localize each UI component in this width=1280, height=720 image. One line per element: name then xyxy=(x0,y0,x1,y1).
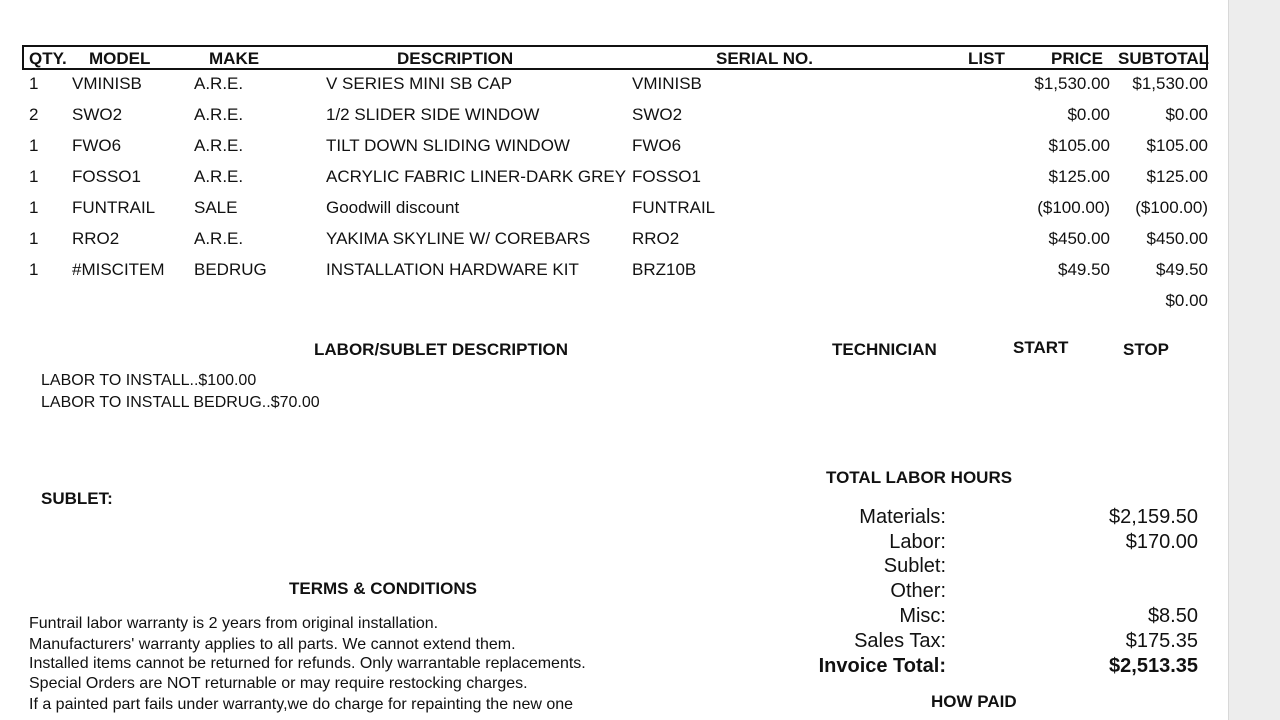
header-price: PRICE xyxy=(1051,49,1103,68)
item-make: BEDRUG xyxy=(194,260,267,279)
item-serial: VMINISB xyxy=(632,74,702,93)
extra-subtotal: $0.00 xyxy=(1165,291,1208,310)
column-header-box xyxy=(22,45,1208,70)
item-make: A.R.E. xyxy=(194,74,244,93)
item-description: INSTALLATION HARDWARE KIT xyxy=(326,260,579,279)
header-subtotal: SUBTOTAL xyxy=(1118,49,1209,68)
header-make: MAKE xyxy=(209,49,260,68)
start-header: START xyxy=(1013,338,1069,357)
terms-header: TERMS & CONDITIONS xyxy=(289,579,477,598)
item-make: SALE xyxy=(194,198,238,217)
sublet-total-label: Sublet: xyxy=(883,555,946,577)
item-subtotal: $125.00 xyxy=(1146,167,1208,186)
terms-line: Special Orders are NOT returnable or may require restocking charges. xyxy=(29,675,528,692)
materials-label: Materials: xyxy=(859,506,946,528)
item-make: A.R.E. xyxy=(194,167,244,186)
item-model: RRO2 xyxy=(72,229,120,248)
item-price: $125.00 xyxy=(1048,167,1110,186)
header-qty: QTY. xyxy=(29,49,67,68)
item-model: FUNTRAIL xyxy=(72,198,156,217)
item-qty: 1 xyxy=(29,136,39,155)
item-model: FOSSO1 xyxy=(72,167,141,186)
item-price: $105.00 xyxy=(1048,136,1110,155)
terms-line: If a painted part fails under warranty,we do charge for repainting the new one xyxy=(29,696,574,713)
terms-line: Manufacturers' warranty applies to all parts. We cannot extend them. xyxy=(29,636,516,653)
header-list: LIST xyxy=(968,49,1005,68)
item-serial: BRZ10B xyxy=(632,260,697,279)
item-make: A.R.E. xyxy=(194,229,244,248)
item-price: $49.50 xyxy=(1058,260,1110,279)
technician-header: TECHNICIAN xyxy=(832,340,937,359)
item-description: V SERIES MINI SB CAP xyxy=(326,74,513,93)
sales-tax-label: Sales Tax: xyxy=(854,630,946,652)
invoice-total-value: $2,513.35 xyxy=(1109,655,1198,677)
item-make: A.R.E. xyxy=(194,136,244,155)
total-labor-hours-label: TOTAL LABOR HOURS xyxy=(826,468,1013,487)
item-qty: 1 xyxy=(29,229,39,248)
invoice-total-label: Invoice Total: xyxy=(818,655,946,677)
item-subtotal: $105.00 xyxy=(1146,136,1208,155)
item-description: Goodwill discount xyxy=(326,198,460,217)
item-subtotal: $49.50 xyxy=(1156,260,1208,279)
terms-line: Funtrail labor warranty is 2 years from original installation. xyxy=(29,615,439,632)
labor-label: Labor: xyxy=(889,531,946,553)
item-subtotal: ($100.00) xyxy=(1135,198,1208,217)
item-price: $450.00 xyxy=(1048,229,1110,248)
item-model: SWO2 xyxy=(72,105,123,124)
item-price: $0.00 xyxy=(1067,105,1110,124)
header-description: DESCRIPTION xyxy=(397,49,514,68)
labor-line: LABOR TO INSTALL BEDRUG..$70.00 xyxy=(41,394,320,411)
misc-label: Misc: xyxy=(899,605,946,627)
materials-value: $2,159.50 xyxy=(1109,506,1198,528)
item-description: ACRYLIC FABRIC LINER-DARK GREY xyxy=(326,167,627,186)
item-subtotal: $0.00 xyxy=(1165,105,1208,124)
item-qty: 1 xyxy=(29,198,39,217)
item-make: A.R.E. xyxy=(194,105,244,124)
item-description: YAKIMA SKYLINE W/ COREBARS xyxy=(326,229,591,248)
item-serial: FWO6 xyxy=(632,136,682,155)
labor-line: LABOR TO INSTALL..$100.00 xyxy=(41,372,257,389)
sublet-label: SUBLET: xyxy=(41,489,113,508)
item-serial: FUNTRAIL xyxy=(632,198,716,217)
header-model: MODEL xyxy=(89,49,151,68)
stop-header: STOP xyxy=(1123,340,1169,359)
item-qty: 2 xyxy=(29,105,39,124)
item-price: ($100.00) xyxy=(1037,198,1110,217)
other-label: Other: xyxy=(890,580,946,602)
item-description: TILT DOWN SLIDING WINDOW xyxy=(326,136,570,155)
item-qty: 1 xyxy=(29,74,39,93)
sales-tax-value: $175.35 xyxy=(1125,630,1198,652)
item-serial: FOSSO1 xyxy=(632,167,701,186)
item-price: $1,530.00 xyxy=(1034,74,1110,93)
header-serial: SERIAL NO. xyxy=(716,49,813,68)
misc-value: $8.50 xyxy=(1147,605,1198,627)
item-model: VMINISB xyxy=(72,74,142,93)
item-description: 1/2 SLIDER SIDE WINDOW xyxy=(326,105,540,124)
labor-value: $170.00 xyxy=(1125,531,1198,553)
terms-line: Installed items cannot be returned for refunds. Only warrantable replacements. xyxy=(29,655,586,672)
item-qty: 1 xyxy=(29,260,39,279)
item-model: #MISCITEM xyxy=(72,260,165,279)
item-model: FWO6 xyxy=(72,136,122,155)
how-paid-header: HOW PAID xyxy=(931,692,1017,711)
item-subtotal: $1,530.00 xyxy=(1132,74,1208,93)
item-serial: SWO2 xyxy=(632,105,683,124)
labor-description-header: LABOR/SUBLET DESCRIPTION xyxy=(314,340,569,359)
item-subtotal: $450.00 xyxy=(1146,229,1208,248)
item-qty: 1 xyxy=(29,167,39,186)
item-serial: RRO2 xyxy=(632,229,680,248)
page-edge xyxy=(1228,0,1280,720)
